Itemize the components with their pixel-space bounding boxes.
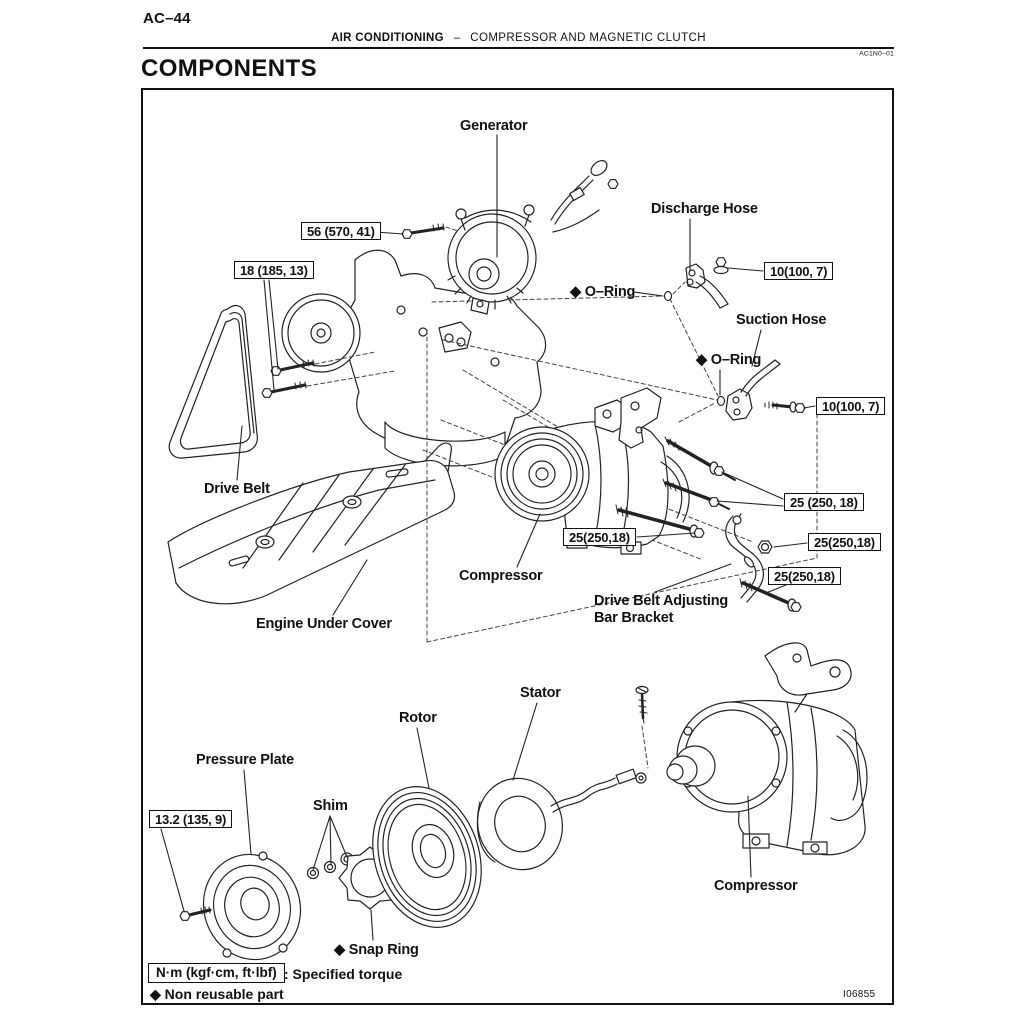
torque-pressure-plate-bolt: 13.2 (135, 9) [149, 810, 232, 828]
label-shim: Shim [313, 798, 348, 814]
label-o-ring-bottom: ◆ O–Ring [696, 352, 762, 368]
section-title: AIR CONDITIONING [331, 32, 444, 44]
label-suction-hose: Suction Hose [736, 312, 827, 328]
drive-belt-drawing [169, 306, 257, 459]
adjusting-nut-part [758, 541, 772, 553]
label-o-ring-top: ◆ O–Ring [570, 284, 636, 300]
label-generator: Generator [460, 118, 528, 134]
label-adjusting-bar-bracket [594, 593, 728, 627]
torque-adjusting-bolt: 25(250,18) [768, 567, 841, 585]
label-drive-belt: Drive Belt [204, 481, 270, 497]
running-header [143, 32, 894, 44]
torque-suction-fitting: 10(100, 7) [816, 397, 885, 415]
legend-torque-unit-box: N·m (kgf·cm, ft·lbf) [148, 963, 285, 983]
label-discharge-hose: Discharge Hose [651, 201, 758, 217]
subsection-title: COMPRESSOR AND MAGNETIC CLUTCH [470, 32, 706, 44]
suction-hose-drawing [718, 360, 806, 420]
header-divider: – [453, 32, 461, 44]
magnet-clutch-drawing [180, 687, 648, 973]
torque-discharge-fitting: 10(100, 7) [764, 262, 833, 280]
header-rule [143, 47, 894, 49]
figure-id: I06855 [843, 989, 876, 1000]
discharge-hose-drawing [665, 258, 729, 308]
bracket-label-line2: Bar Bracket [594, 610, 674, 626]
label-compressor-main: Compressor [459, 568, 543, 584]
o-ring-top-part [665, 292, 672, 301]
components-figure [141, 88, 894, 1005]
doc-code: AC1N0–01 [859, 50, 894, 58]
engine-under-cover-drawing [168, 443, 455, 604]
o-ring-bottom-part [718, 397, 725, 406]
torque-idler-bolts: 18 (185, 13) [234, 261, 314, 279]
torque-adjusting-nut: 25(250,18) [808, 533, 881, 551]
torque-compressor-mount-upper: 25 (250, 18) [784, 493, 864, 511]
label-stator: Stator [520, 685, 561, 701]
label-pressure-plate: Pressure Plate [196, 752, 294, 768]
torque-generator-bolt: 56 (570, 41) [301, 222, 381, 240]
bracket-label-line1: Drive Belt Adjusting [594, 593, 729, 609]
adjusting-bracket-part [726, 516, 756, 598]
label-snap-ring: ◆ Snap Ring [334, 942, 419, 958]
page-title: COMPONENTS [141, 55, 318, 82]
torque-compressor-mount-front: 25(250,18) [563, 528, 636, 546]
label-compressor-rear: Compressor [714, 878, 798, 894]
page-number: AC–44 [143, 10, 191, 27]
exploded-diagram [143, 90, 892, 1003]
compressor-rear-drawing [667, 643, 867, 855]
legend-torque-meaning: : Specified torque [284, 966, 403, 982]
label-engine-under-cover: Engine Under Cover [256, 616, 392, 632]
label-rotor: Rotor [399, 710, 437, 726]
legend-non-reusable: ◆ Non reusable part [150, 986, 284, 1002]
